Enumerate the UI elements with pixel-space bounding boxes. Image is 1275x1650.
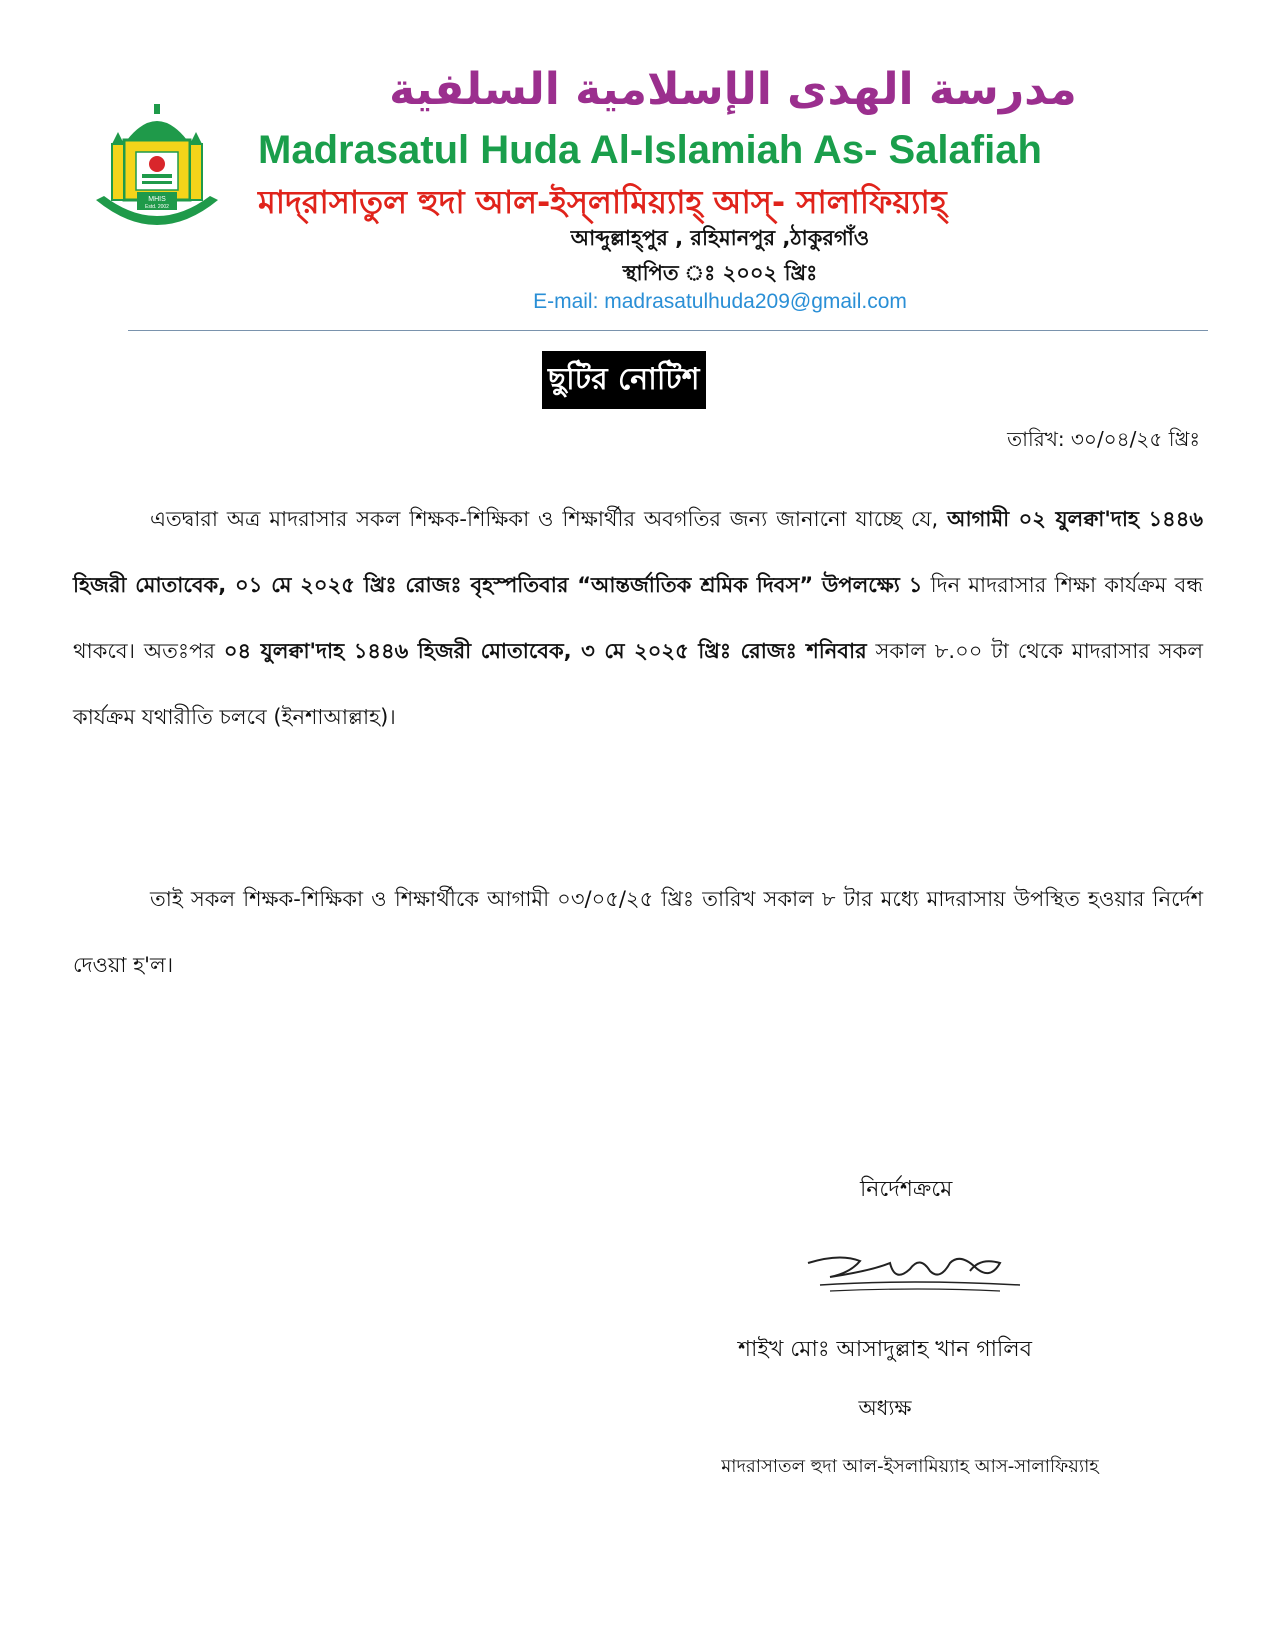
madrasa-logo-icon [92,100,222,240]
notice-paragraph-2 [73,866,1203,998]
notice-date: তারিখ: ৩০/০৪/২৫ খ্রিঃ [1007,427,1200,451]
arabic-title: مدرسة الهدى الإسلامية السلفية [389,64,1077,115]
english-title: Madrasatul Huda Al-Islamiah As- Salafiah [258,128,1042,172]
signer-name: শাইখ মোঃ আসাদুল্লাহ খান গালিব [738,1337,1032,1362]
address: আব্দুল্লাহ্‌পুর , রহিমানপুর ,ঠাকুরগাঁও [570,226,870,250]
p2-text: তাই সকল শিক্ষক-শিক্ষিকা ও শিক্ষার্থীকে আগামী ০৩/০৫/২৫ খ্রিঃ তারিখ সকাল ৮ টার মধ্যে মাদরাসায় উপস্থিত হওয়ার নির্দেশ দেওয়া হ'ল। [73,887,1203,977]
logo-estd: Estd. 2002 [145,204,169,210]
signer-title: অধ্যক্ষ [858,1396,912,1420]
header-divider [128,330,1208,331]
established-year: স্থাপিত ঃ ২০০২ খ্রিঃ [622,261,818,285]
signer-organization: মাদরাসাতল হুদা আল-ইসলামিয়্যাহ আস-সালাফিয়্যাহ [721,1456,1099,1477]
logo-initials: MHIS [148,196,166,203]
signature-icon [800,1233,1030,1303]
by-order-label: নির্দেশক্রমে [860,1177,953,1202]
bangla-title: মাদ্‌রাসাতুল হুদা আল-ইস্‌লামিয়্যাহ্‌ আস্‌- সালাফিয়্যাহ্‌ [258,183,947,221]
notice-paragraph-1 [73,486,1203,750]
p1-intro: এতদ্বারা অত্র মাদরাসার সকল শিক্ষক-শিক্ষিকা ও শিক্ষার্থীর অবগতির জন্য জানানো যাচ্ছে যে, [150,507,948,531]
p1-closure: দিন মাদরাসার শিক্ষা কার্যক্রম বন্ধ থাকবে। অতঃপর [73,573,1204,663]
p1-reopen-date: ০৪ যুলক্বা'দাহ ১৪৪৬ হিজরী মোতাবেক, ৩ মে ২০২৫ খ্রিঃ রোজঃ শনিবার [223,639,867,663]
email-address: E-mail: madrasatulhuda209@gmail.com [533,290,907,313]
p1-holiday-date: আগামী ০২ যুলক্বা'দাহ ১৪৪৬ হিজরী মোতাবেক, ০১ মে ২০২৫ খ্রিঃ রোজঃ বৃহস্পতিবার “আন্তর্জাতিক শ্রমিক দিবস” উপলক্ষ্যে ১ [73,507,1203,597]
p1-reopen-time: সকাল ৮.০০ টা থেকে মাদরাসার সকল কার্যক্রম যথারীতি চলবে (ইনশাআল্লাহ)। [73,639,1203,729]
notice-title: ছুটির নোটিশ [542,351,706,409]
